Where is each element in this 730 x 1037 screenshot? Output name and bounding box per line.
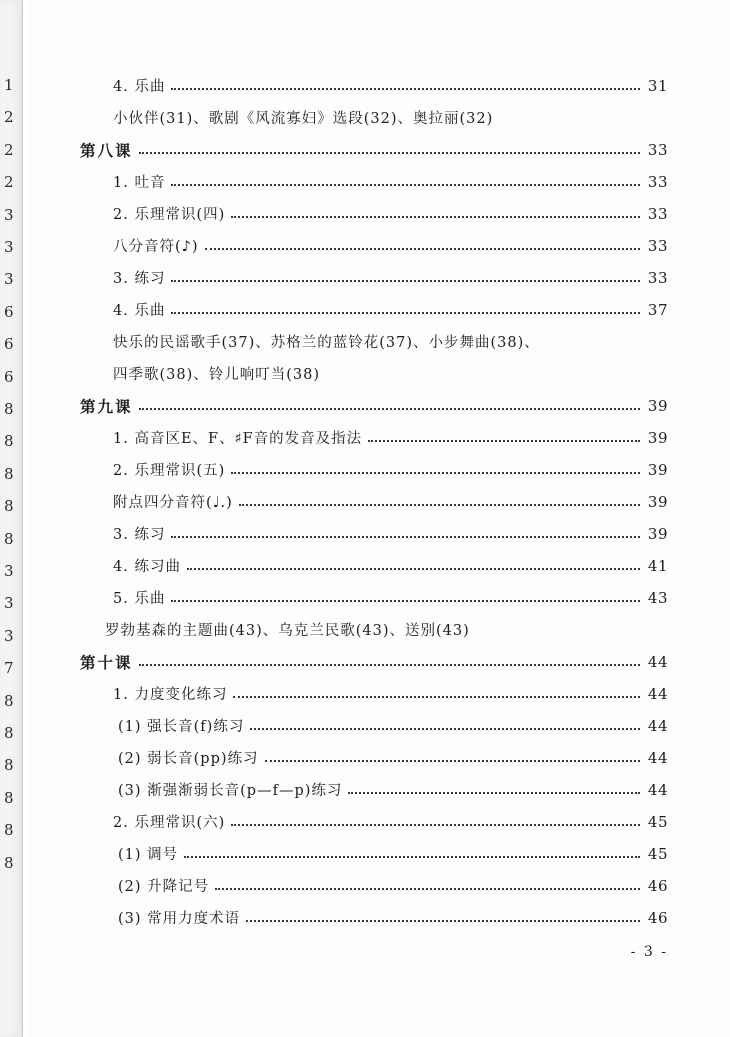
toc-label: 第八课 xyxy=(80,140,133,160)
facing-page-number: 6 xyxy=(4,335,14,354)
facing-page-number: 3 xyxy=(4,562,14,580)
toc-page-number: 39 xyxy=(647,397,668,415)
facing-page-number: 8 xyxy=(4,400,14,418)
toc-subline xyxy=(113,326,668,350)
toc-heading xyxy=(80,390,668,414)
facing-page-number: 7 xyxy=(4,659,14,678)
dot-leader xyxy=(171,88,639,90)
facing-page-number: 3 xyxy=(4,270,14,289)
toc-label: (2) 升降记号 xyxy=(118,878,210,895)
toc-entry xyxy=(113,294,668,318)
toc-page-number: 33 xyxy=(647,205,668,223)
dot-leader xyxy=(231,216,640,218)
toc-entry xyxy=(113,550,668,574)
toc-page-number: 45 xyxy=(647,813,668,831)
toc-page-number: 39 xyxy=(647,461,668,479)
facing-page-number: 8 xyxy=(4,821,14,840)
toc-entry xyxy=(113,806,668,830)
toc-page-number: 43 xyxy=(647,589,668,607)
dot-leader xyxy=(348,792,640,794)
facing-page-number: 3 xyxy=(4,205,14,224)
toc-page-number: 46 xyxy=(647,877,668,895)
facing-page-number: 6 xyxy=(4,302,14,321)
toc-entry xyxy=(118,710,668,734)
toc-entry xyxy=(113,518,668,542)
facing-page-number: 2 xyxy=(4,173,14,192)
toc-label: (2) 弱长音(pp)练习 xyxy=(118,750,259,767)
facing-page-number: 8 xyxy=(4,691,14,710)
toc-entry xyxy=(118,774,668,798)
toc-entry xyxy=(113,678,668,702)
toc-page-number: 33 xyxy=(647,269,668,287)
toc-entry xyxy=(113,422,668,446)
facing-page-edge xyxy=(0,0,23,1037)
facing-page-number: 8 xyxy=(4,853,14,872)
facing-page-number: 3 xyxy=(4,626,14,645)
facing-page-number: 2 xyxy=(4,108,14,127)
toc-label: 1. 力度变化练习 xyxy=(113,686,228,703)
toc-page-number: 46 xyxy=(647,909,668,927)
dot-leader xyxy=(231,824,640,826)
toc-page-number: 41 xyxy=(647,557,668,575)
dot-leader xyxy=(233,696,639,698)
toc-label: 罗勃基森的主题曲(43)、乌克兰民歌(43)、送别(43) xyxy=(105,622,470,639)
facing-page-number: 8 xyxy=(4,432,14,451)
toc-label: (1) 强长音(f)练习 xyxy=(118,718,245,735)
toc-label: 4. 乐曲 xyxy=(113,78,166,95)
toc-heading xyxy=(80,134,668,158)
toc-page-number: 44 xyxy=(647,749,668,767)
toc-page-number: 44 xyxy=(647,653,668,671)
facing-page-number: 2 xyxy=(4,140,14,159)
toc-entry xyxy=(113,230,668,254)
toc-page-number: 44 xyxy=(647,685,668,703)
facing-page-number: 8 xyxy=(4,788,14,807)
toc-entry xyxy=(118,902,668,926)
toc-page-number: 45 xyxy=(647,845,668,863)
toc-entry xyxy=(113,198,668,222)
dot-leader xyxy=(246,920,640,922)
dot-leader xyxy=(215,888,640,890)
toc-label: 附点四分音符(♩.) xyxy=(113,494,233,511)
dot-leader xyxy=(187,568,640,570)
dot-leader xyxy=(205,248,640,250)
toc-entry xyxy=(113,166,668,190)
toc-label: 八分音符(♪) xyxy=(113,238,199,255)
toc-label: (3) 常用力度术语 xyxy=(118,910,241,927)
toc-label: 1. 吐音 xyxy=(113,174,166,191)
dot-leader xyxy=(171,280,639,282)
toc-page-number: 39 xyxy=(647,525,668,543)
toc-page-number: 39 xyxy=(647,429,668,447)
dot-leader xyxy=(171,536,639,538)
toc-label: 四季歌(38)、铃儿响叮当(38) xyxy=(113,366,321,383)
toc-label: 1. 高音区E、F、♯F音的发音及指法 xyxy=(113,430,363,447)
dot-leader xyxy=(231,472,640,474)
toc-label: 2. 乐理常识(四) xyxy=(113,206,226,223)
facing-page-number: 8 xyxy=(4,724,14,742)
dot-leader xyxy=(139,152,640,154)
toc-page-number: 39 xyxy=(647,493,668,511)
toc-page-number: 44 xyxy=(647,717,668,735)
facing-page-number: 8 xyxy=(4,529,14,548)
toc-label: 快乐的民谣歌手(37)、苏格兰的蓝铃花(37)、小步舞曲(38)、 xyxy=(113,334,540,351)
dot-leader xyxy=(239,504,640,506)
dot-leader xyxy=(171,600,639,602)
toc-page-number: 31 xyxy=(647,77,668,95)
toc-entry xyxy=(113,486,668,510)
toc-subline xyxy=(113,102,668,126)
toc-label: 4. 练习曲 xyxy=(113,558,181,575)
toc-entry xyxy=(118,742,668,766)
facing-page-number: 8 xyxy=(4,756,14,775)
dot-leader xyxy=(171,312,639,314)
toc-subline xyxy=(113,358,668,382)
facing-page-number: 8 xyxy=(4,464,14,483)
toc-entry xyxy=(113,582,668,606)
dot-leader xyxy=(139,664,640,666)
facing-page-number: 3 xyxy=(4,594,14,613)
toc-heading xyxy=(80,646,668,670)
toc-label: 2. 乐理常识(六) xyxy=(113,814,226,831)
toc-page-number: 33 xyxy=(647,237,668,255)
dot-leader xyxy=(368,440,640,442)
toc-page-number: 33 xyxy=(647,173,668,191)
toc-entry xyxy=(118,870,668,894)
dot-leader xyxy=(250,728,640,730)
page-number: - 3 - xyxy=(630,944,668,960)
toc-entry xyxy=(113,262,668,286)
toc-label: 5. 乐曲 xyxy=(113,590,166,607)
dot-leader xyxy=(139,408,640,410)
toc-page xyxy=(28,0,730,1037)
toc-label: 第十课 xyxy=(80,652,133,672)
facing-page-number: 6 xyxy=(4,367,14,386)
toc-label: 4. 乐曲 xyxy=(113,302,166,319)
dot-leader xyxy=(184,856,640,858)
toc-label: (3) 渐强渐弱长音(p—f—p)练习 xyxy=(118,782,343,799)
toc-label: 小伙伴(31)、歌剧《风流寡妇》选段(32)、奥拉丽(32) xyxy=(113,110,494,127)
toc-entry xyxy=(113,454,668,478)
dot-leader xyxy=(171,184,639,186)
toc-label: 2. 乐理常识(五) xyxy=(113,462,226,479)
facing-page-number: 1 xyxy=(4,76,14,94)
toc-page-number: 44 xyxy=(647,781,668,799)
facing-page-number: 3 xyxy=(4,238,14,256)
toc-subline xyxy=(105,614,668,638)
toc-label: 3. 练习 xyxy=(113,526,166,543)
toc-label: (1) 调号 xyxy=(118,846,179,863)
toc-label: 3. 练习 xyxy=(113,270,166,287)
dot-leader xyxy=(265,760,640,762)
toc-page-number: 33 xyxy=(647,141,668,159)
toc-entry xyxy=(118,838,668,862)
toc-page-number: 37 xyxy=(647,301,668,319)
toc-entry xyxy=(113,70,668,94)
toc-label: 第九课 xyxy=(80,396,133,416)
facing-page-number: 8 xyxy=(4,497,14,516)
